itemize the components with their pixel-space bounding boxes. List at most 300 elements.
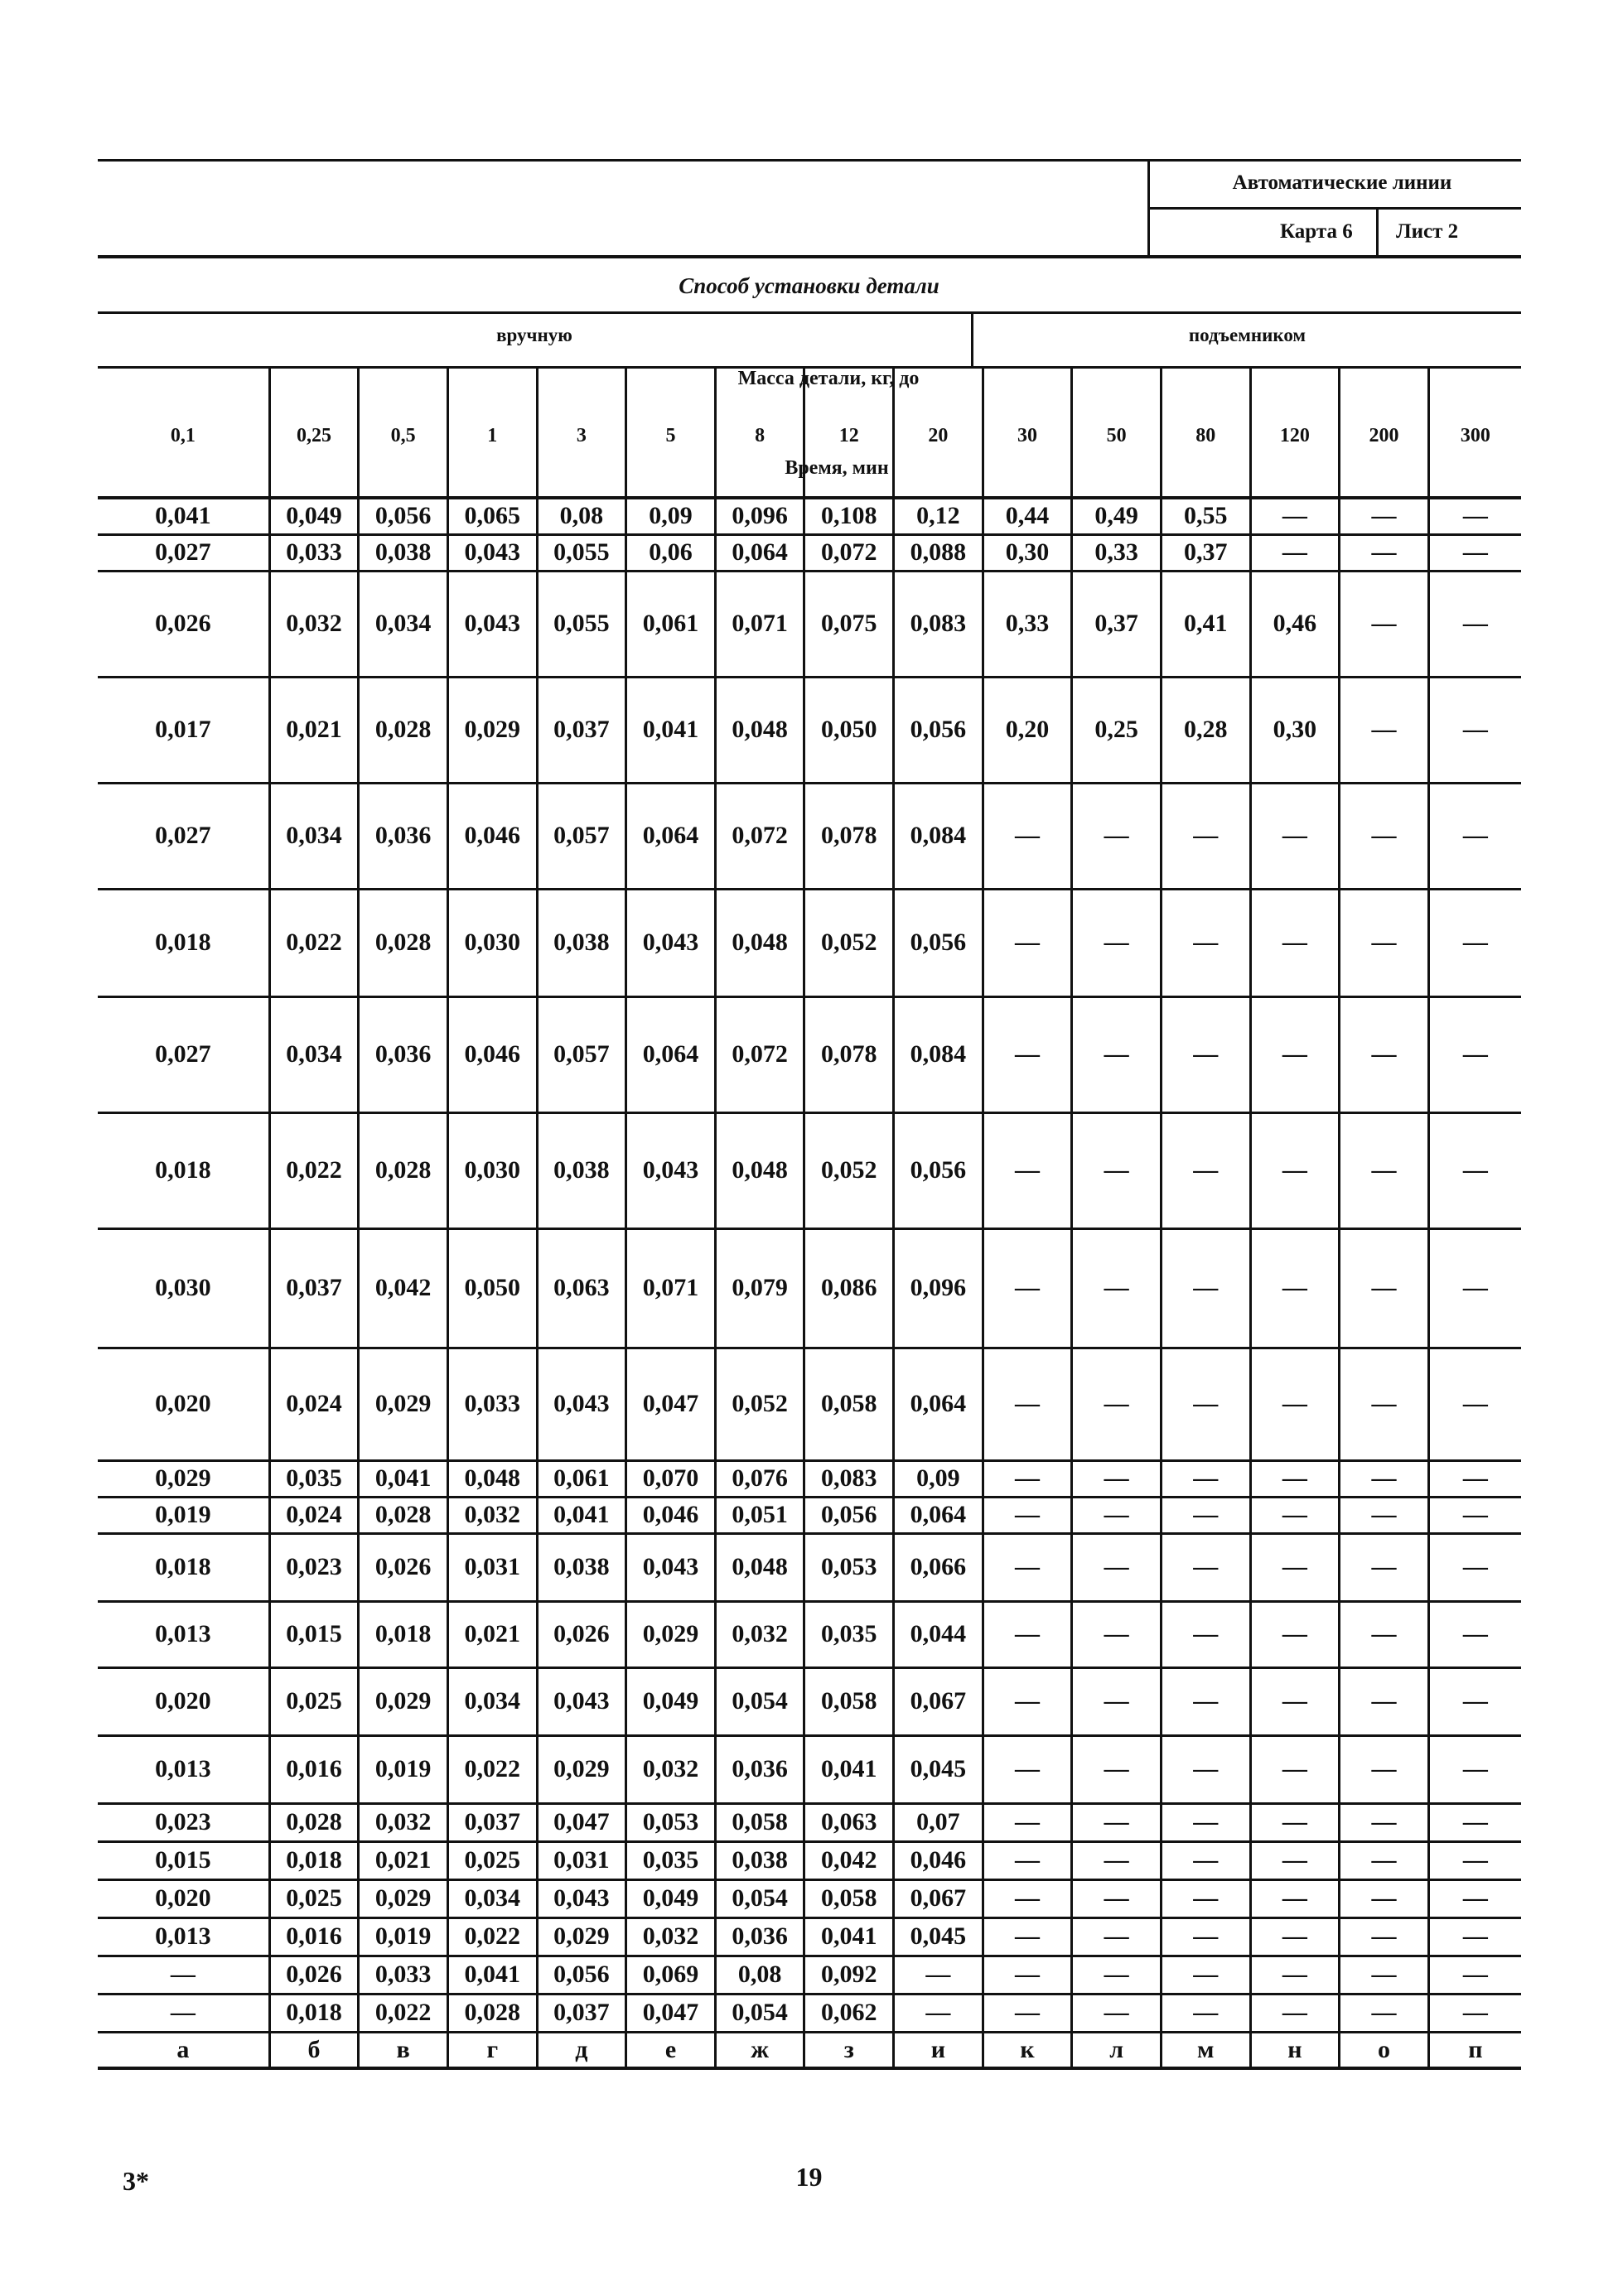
table-cell: 0,12 — [894, 498, 983, 534]
table-cell: 0,031 — [447, 1533, 537, 1601]
table-cell: 0,30 — [1250, 677, 1340, 783]
table-cell: 0,09 — [626, 498, 716, 534]
table-cell: — — [894, 1994, 983, 2032]
table-cell: — — [1161, 1994, 1250, 2032]
table-cell: 0,021 — [269, 677, 359, 783]
table-cell: 0,08 — [537, 498, 626, 534]
table-cell: 0,056 — [359, 498, 448, 534]
table-cell: — — [1072, 1228, 1162, 1348]
table-cell: — — [1072, 1533, 1162, 1601]
table-cell: — — [1072, 1460, 1162, 1497]
table-cell: 0,029 — [537, 1917, 626, 1956]
table-cell: 0,027 — [98, 996, 269, 1112]
column-letter: б — [269, 2032, 359, 2068]
table-cell: 0,043 — [626, 1533, 716, 1601]
table-cell: — — [1250, 1228, 1340, 1348]
mass-caption: Масса детали, кг, до — [737, 368, 920, 389]
table-cell: — — [894, 1956, 983, 1994]
table-cell: 0,041 — [804, 1735, 894, 1803]
table-cell: 0,013 — [98, 1601, 269, 1667]
table-cell: 0,029 — [447, 677, 537, 783]
table-cell: 0,043 — [537, 1879, 626, 1917]
table-cell: — — [1428, 1735, 1521, 1803]
table-cell: — — [1161, 1735, 1250, 1803]
table-cell: 0,096 — [894, 1228, 983, 1348]
table-cell: 0,028 — [269, 1803, 359, 1841]
column-letter: ж — [715, 2032, 804, 2068]
table-cell: 0,022 — [359, 1994, 448, 2032]
table-cell: 0,55 — [1161, 498, 1250, 534]
table-row — [98, 1956, 1521, 1994]
column-letter: г — [447, 2032, 537, 2068]
table-cell: — — [1250, 1917, 1340, 1956]
table-cell: 0,042 — [359, 1228, 448, 1348]
table-cell: 0,06 — [626, 534, 716, 571]
table-cell: 0,092 — [804, 1956, 894, 1994]
table-cell: — — [1428, 1460, 1521, 1497]
table-cell: — — [983, 1112, 1072, 1228]
table-cell: 0,057 — [537, 783, 626, 889]
table-cell: — — [1072, 1994, 1162, 2032]
table-cell: 0,033 — [269, 534, 359, 571]
table-cell: 0,038 — [537, 1112, 626, 1228]
table-cell: 0,048 — [447, 1460, 537, 1497]
table-cell: 0,20 — [983, 677, 1072, 783]
table-cell: 0,078 — [804, 783, 894, 889]
column-letter: к — [983, 2032, 1072, 2068]
table-cell: 0,46 — [1250, 571, 1340, 677]
table-cell: 0,049 — [269, 498, 359, 534]
table-cell: — — [1340, 1460, 1429, 1497]
table-cell: — — [1161, 1601, 1250, 1667]
group-divider — [971, 314, 973, 369]
table-cell: 0,047 — [537, 1803, 626, 1841]
table-cell: 0,09 — [894, 1460, 983, 1497]
table-cell: 0,020 — [98, 1879, 269, 1917]
table-cell: 0,041 — [359, 1460, 448, 1497]
table-cell: 0,016 — [269, 1735, 359, 1803]
mass-header-cell: 20 — [894, 367, 983, 498]
mass-header-cell: 8 — [715, 367, 804, 498]
table-cell: 0,022 — [269, 1112, 359, 1228]
table-cell: — — [1340, 1667, 1429, 1735]
table-cell: 0,026 — [269, 1956, 359, 1994]
table-cell: — — [1340, 1841, 1429, 1879]
mass-header-cell: 120 — [1250, 367, 1340, 498]
table-cell: 0,041 — [447, 1956, 537, 1994]
table-cell: 0,029 — [359, 1879, 448, 1917]
time-caption: Время, мин — [785, 457, 889, 479]
table-cell: — — [1250, 1667, 1340, 1735]
table-cell: 0,055 — [537, 571, 626, 677]
table-cell: — — [1250, 1460, 1340, 1497]
table-cell: — — [1428, 1601, 1521, 1667]
table-cell: 0,048 — [715, 1533, 804, 1601]
table-cell: 0,070 — [626, 1460, 716, 1497]
table-cell: — — [1250, 1803, 1340, 1841]
table-cell: — — [1428, 1917, 1521, 1956]
table-cell: 0,086 — [804, 1228, 894, 1348]
table-cell: — — [1340, 498, 1429, 534]
table-cell: 0,018 — [98, 1112, 269, 1228]
table-cell: 0,047 — [626, 1994, 716, 2032]
table-cell: 0,052 — [804, 1112, 894, 1228]
table-cell: — — [98, 1956, 269, 1994]
table-cell: 0,023 — [98, 1803, 269, 1841]
table-cell: 0,053 — [626, 1803, 716, 1841]
table-cell: 0,08 — [715, 1956, 804, 1994]
table-cell: — — [1428, 1348, 1521, 1460]
table-cell: — — [1428, 1803, 1521, 1841]
table-cell: 0,071 — [715, 571, 804, 677]
title-rule — [98, 311, 1521, 314]
table-cell: 0,038 — [537, 1533, 626, 1601]
table-cell: 0,25 — [1072, 677, 1162, 783]
column-letters-row — [98, 2032, 1521, 2068]
table-cell: — — [983, 1667, 1072, 1735]
table-cell: 0,030 — [447, 889, 537, 996]
table-cell: — — [1161, 1348, 1250, 1460]
table-cell: 0,108 — [804, 498, 894, 534]
table-cell: 0,064 — [626, 996, 716, 1112]
table-cell: 0,030 — [447, 1112, 537, 1228]
table-cell: 0,032 — [626, 1735, 716, 1803]
table-cell: 0,018 — [269, 1994, 359, 2032]
mass-header-cell: 0,1 — [98, 367, 269, 498]
table-cell: 0,015 — [269, 1601, 359, 1667]
table-cell: 0,035 — [804, 1601, 894, 1667]
table-cell: — — [1072, 1879, 1162, 1917]
table-cell: 0,041 — [98, 498, 269, 534]
table-cell: — — [1340, 1994, 1429, 2032]
group-manual-label: вручную — [496, 325, 572, 345]
table-cell: 0,018 — [359, 1601, 448, 1667]
table-cell: — — [983, 1497, 1072, 1533]
table-cell: — — [1250, 1879, 1340, 1917]
table-cell: 0,065 — [447, 498, 537, 534]
table-cell: 0,043 — [447, 571, 537, 677]
mass-header-cell: 0,5 — [359, 367, 448, 498]
table-cell: — — [1428, 571, 1521, 677]
mass-header-cell: 12 — [804, 367, 894, 498]
table-cell: — — [1250, 996, 1340, 1112]
table-cell: 0,025 — [447, 1841, 537, 1879]
table-cell: — — [1250, 783, 1340, 889]
table-cell: 0,035 — [626, 1841, 716, 1879]
table-cell: 0,013 — [98, 1917, 269, 1956]
table-cell: 0,067 — [894, 1879, 983, 1917]
table-cell: 0,043 — [537, 1667, 626, 1735]
column-letter: з — [804, 2032, 894, 2068]
table-cell: — — [1340, 1879, 1429, 1917]
table-cell: — — [1428, 534, 1521, 571]
sheet-label: Лист 2 — [1396, 220, 1459, 243]
table-cell: 0,33 — [1072, 534, 1162, 571]
table-cell: — — [1340, 1735, 1429, 1803]
table-cell: 0,071 — [626, 1228, 716, 1348]
column-letter: е — [626, 2032, 716, 2068]
table-cell: — — [983, 1917, 1072, 1956]
table-cell: — — [1250, 1112, 1340, 1228]
table-cell: 0,029 — [537, 1735, 626, 1803]
table-cell: 0,37 — [1072, 571, 1162, 677]
section-title: Автоматические линии — [1232, 171, 1452, 194]
table-cell: — — [1072, 1112, 1162, 1228]
table-cell: 0,035 — [269, 1460, 359, 1497]
table-cell: 0,037 — [269, 1228, 359, 1348]
table-cell: 0,050 — [804, 677, 894, 783]
table-row — [98, 783, 1521, 889]
table-cell: 0,032 — [715, 1601, 804, 1667]
table-cell: 0,034 — [269, 996, 359, 1112]
table-cell: 0,037 — [537, 1994, 626, 2032]
table-row — [98, 1879, 1521, 1917]
table-cell: 0,019 — [98, 1497, 269, 1533]
table-cell: 0,057 — [537, 996, 626, 1112]
table-cell: 0,045 — [894, 1735, 983, 1803]
table-cell: — — [983, 1735, 1072, 1803]
column-letter: п — [1428, 2032, 1521, 2068]
table-cell: 0,061 — [537, 1460, 626, 1497]
column-letter: м — [1161, 2032, 1250, 2068]
table-row — [98, 498, 1521, 534]
table-cell: — — [1340, 1956, 1429, 1994]
table-cell: 0,036 — [715, 1735, 804, 1803]
table-cell: 0,020 — [98, 1348, 269, 1460]
table-cell: 0,28 — [1161, 677, 1250, 783]
table-cell: — — [1161, 1112, 1250, 1228]
table-cell: — — [1340, 889, 1429, 996]
table-cell: 0,058 — [804, 1667, 894, 1735]
table-cell: 0,029 — [359, 1348, 448, 1460]
table-cell: 0,083 — [804, 1460, 894, 1497]
table-cell: — — [1161, 996, 1250, 1112]
table-cell: 0,046 — [894, 1841, 983, 1879]
mass-header-cell: 200 — [1340, 367, 1429, 498]
table-cell: — — [1340, 677, 1429, 783]
table-cell: 0,022 — [447, 1917, 537, 1956]
table-cell: 0,064 — [894, 1348, 983, 1460]
table-cell: — — [983, 1803, 1072, 1841]
mass-header-cell: 1 — [447, 367, 537, 498]
table-cell: — — [1250, 534, 1340, 571]
sheet-mark: 3* — [123, 2166, 149, 2196]
table-cell: 0,056 — [894, 889, 983, 996]
table-cell: 0,056 — [804, 1497, 894, 1533]
table-cell: — — [1161, 889, 1250, 996]
time-table — [98, 367, 1521, 2070]
table-cell: — — [98, 1994, 269, 2032]
table-cell: 0,33 — [983, 571, 1072, 677]
table-cell: 0,043 — [537, 1348, 626, 1460]
table-cell: 0,033 — [447, 1348, 537, 1460]
table-cell: 0,064 — [715, 534, 804, 571]
table-cell: 0,056 — [894, 677, 983, 783]
table-cell: — — [983, 1956, 1072, 1994]
table-cell: 0,44 — [983, 498, 1072, 534]
table-cell: 0,056 — [537, 1956, 626, 1994]
table-cell: 0,022 — [447, 1735, 537, 1803]
table-cell: 0,034 — [359, 571, 448, 677]
table-cell: 0,041 — [537, 1497, 626, 1533]
table-cell: 0,017 — [98, 677, 269, 783]
table-cell: — — [1250, 1601, 1340, 1667]
table-cell: — — [1428, 1497, 1521, 1533]
table-cell: 0,034 — [269, 783, 359, 889]
table-cell: 0,078 — [804, 996, 894, 1112]
table-cell: 0,043 — [626, 1112, 716, 1228]
table-cell: — — [1250, 889, 1340, 996]
table-cell: — — [1340, 1228, 1429, 1348]
table-cell: 0,075 — [804, 571, 894, 677]
table-cell: — — [1250, 1956, 1340, 1994]
table-cell: 0,026 — [359, 1533, 448, 1601]
table-cell: 0,37 — [1161, 534, 1250, 571]
table-cell: — — [1340, 1348, 1429, 1460]
table-cell: 0,096 — [715, 498, 804, 534]
table-cell: 0,015 — [98, 1841, 269, 1879]
table-cell: — — [1428, 1879, 1521, 1917]
table-row — [98, 1803, 1521, 1841]
table-cell: 0,046 — [447, 783, 537, 889]
table-row — [98, 1533, 1521, 1601]
table-cell: 0,045 — [894, 1917, 983, 1956]
table-row — [98, 1348, 1521, 1460]
table-cell: — — [1250, 1994, 1340, 2032]
table-cell: — — [1161, 1460, 1250, 1497]
table-cell: 0,083 — [894, 571, 983, 677]
table-cell: 0,058 — [715, 1803, 804, 1841]
table-cell: — — [983, 1533, 1072, 1601]
table-cell: 0,018 — [269, 1841, 359, 1879]
table-cell: 0,069 — [626, 1956, 716, 1994]
table-cell: 0,028 — [359, 1497, 448, 1533]
table-cell: — — [983, 1460, 1072, 1497]
table-cell: — — [1428, 677, 1521, 783]
table-cell: — — [1072, 783, 1162, 889]
table-row — [98, 1841, 1521, 1879]
table-cell: — — [1340, 1601, 1429, 1667]
table-cell: — — [983, 996, 1072, 1112]
table-cell: — — [1161, 1879, 1250, 1917]
table-cell: 0,49 — [1072, 498, 1162, 534]
table-cell: — — [1428, 1956, 1521, 1994]
table-cell: 0,072 — [715, 996, 804, 1112]
table-cell: 0,047 — [626, 1348, 716, 1460]
mass-header-cell: 30 — [983, 367, 1072, 498]
table-row — [98, 1112, 1521, 1228]
table-cell: — — [1072, 1917, 1162, 1956]
table-row — [98, 1497, 1521, 1533]
table-cell: — — [1428, 1112, 1521, 1228]
column-letter: а — [98, 2032, 269, 2068]
table-cell: — — [983, 1601, 1072, 1667]
table-cell: 0,054 — [715, 1994, 804, 2032]
table-row — [98, 1228, 1521, 1348]
table-cell: — — [1161, 1841, 1250, 1879]
table-cell: 0,055 — [537, 534, 626, 571]
table-cell: — — [1161, 1667, 1250, 1735]
table-cell: — — [1250, 1533, 1340, 1601]
table-cell: — — [1161, 1533, 1250, 1601]
table-cell: 0,034 — [447, 1667, 537, 1735]
table-cell: — — [1340, 1497, 1429, 1533]
table-cell: 0,032 — [359, 1803, 448, 1841]
table-cell: 0,022 — [269, 889, 359, 996]
table-cell: 0,084 — [894, 996, 983, 1112]
table-cell: 0,024 — [269, 1497, 359, 1533]
mass-header-cell: 5 — [626, 367, 716, 498]
table-cell: 0,052 — [804, 889, 894, 996]
table-cell: — — [1340, 534, 1429, 571]
table-cell: 0,063 — [804, 1803, 894, 1841]
table-row — [98, 677, 1521, 783]
table-cell: 0,036 — [359, 996, 448, 1112]
column-letter: в — [359, 2032, 448, 2068]
table-cell: 0,025 — [269, 1667, 359, 1735]
table-cell: 0,053 — [804, 1533, 894, 1601]
table-cell: 0,067 — [894, 1667, 983, 1735]
table-cell: — — [1428, 1841, 1521, 1879]
table-cell: — — [1161, 1917, 1250, 1956]
table-cell: 0,028 — [359, 677, 448, 783]
table-cell: — — [1250, 1841, 1340, 1879]
table-cell: 0,41 — [1161, 571, 1250, 677]
table-cell: — — [983, 1228, 1072, 1348]
table-cell: — — [1072, 1497, 1162, 1533]
table-cell: 0,049 — [626, 1667, 716, 1735]
table-cell: — — [1250, 1735, 1340, 1803]
table-cell: — — [1072, 1667, 1162, 1735]
table-cell: 0,029 — [98, 1460, 269, 1497]
table-cell: 0,050 — [447, 1228, 537, 1348]
mass-header-cell: 80 — [1161, 367, 1250, 498]
mass-header-cell: 300 — [1428, 367, 1521, 498]
table-cell: — — [1072, 996, 1162, 1112]
table-cell: 0,064 — [626, 783, 716, 889]
table-cell: 0,026 — [537, 1601, 626, 1667]
table-cell: 0,037 — [447, 1803, 537, 1841]
table-cell: 0,026 — [98, 571, 269, 677]
table-cell: — — [1161, 1228, 1250, 1348]
group-hoist-label: подъемником — [1188, 325, 1306, 345]
table-row — [98, 571, 1521, 677]
table-cell: 0,063 — [537, 1228, 626, 1348]
table-cell: — — [1340, 996, 1429, 1112]
table-cell: — — [1428, 889, 1521, 996]
table-cell: 0,052 — [715, 1348, 804, 1460]
table-cell: 0,023 — [269, 1533, 359, 1601]
table-cell: 0,051 — [715, 1497, 804, 1533]
table-cell: 0,062 — [804, 1994, 894, 2032]
table-cell: — — [1161, 1497, 1250, 1533]
column-letter: д — [537, 2032, 626, 2068]
table-cell: 0,038 — [359, 534, 448, 571]
table-row — [98, 534, 1521, 571]
table-cell: — — [983, 1841, 1072, 1879]
table-cell: 0,038 — [715, 1841, 804, 1879]
table-cell: 0,028 — [447, 1994, 537, 2032]
table-cell: 0,048 — [715, 1112, 804, 1228]
table-row — [98, 1994, 1521, 2032]
table-cell: — — [1340, 1917, 1429, 1956]
table-cell: 0,028 — [359, 889, 448, 996]
table-cell: 0,048 — [715, 677, 804, 783]
table-cell: 0,084 — [894, 783, 983, 889]
table-row — [98, 1460, 1521, 1497]
table-cell: 0,016 — [269, 1917, 359, 1956]
table-cell: — — [1072, 1956, 1162, 1994]
